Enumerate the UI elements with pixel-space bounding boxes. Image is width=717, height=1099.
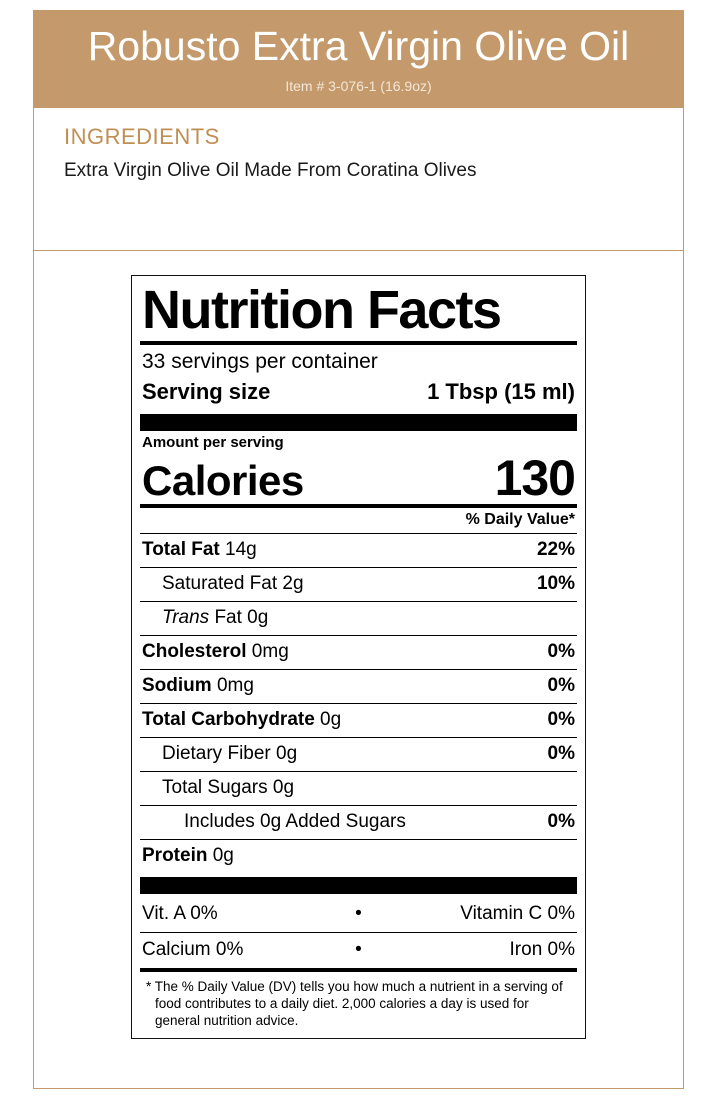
nutrient-label: [184, 809, 406, 835]
nutrition-facts-panel: [131, 275, 586, 1039]
nutrient-amount: 0g: [314, 709, 342, 730]
label-header: [34, 11, 683, 108]
vitamin-row: [140, 932, 577, 968]
nutrient-label: [162, 775, 294, 801]
nutrient-label: [142, 707, 341, 733]
nutrient-name: Total Fat: [142, 539, 220, 560]
ingredients-text: Extra Virgin Olive Oil Made From Coratina Olives: [64, 160, 477, 181]
nutrient-amount: 2g: [277, 573, 304, 594]
nutrient-daily-value: 0%: [547, 811, 575, 832]
serving-size-value: 1 Tbsp (15 ml): [427, 379, 575, 404]
nutrient-row: [140, 567, 577, 601]
nutrient-label: [142, 673, 254, 699]
nutrient-row: [140, 771, 577, 805]
nutrient-daily-value: 10%: [536, 573, 575, 594]
calories-row: [140, 452, 577, 504]
nutrient-name: Includes: [184, 811, 255, 832]
nutrient-amount: 0g: [207, 845, 234, 866]
nutrient-name: Trans: [162, 607, 210, 628]
nutrient-row: [140, 703, 577, 737]
serving-size-label: Serving size: [142, 379, 271, 404]
thick-divider: [140, 414, 577, 431]
nutrient-row: [140, 737, 577, 771]
vitamin-left-value: Vit. A 0%: [142, 903, 218, 924]
nutrition-facts-section: [34, 251, 683, 1039]
vitamin-row: [140, 897, 577, 932]
nutrient-daily-value: 22%: [536, 539, 575, 560]
vitamin-row-list: [140, 897, 577, 968]
nutrient-label: [162, 741, 297, 767]
vitamin-right-value: Iron 0%: [509, 939, 575, 960]
calories-value: 130: [494, 450, 575, 506]
nutrient-amount: 0g Added Sugars: [254, 811, 406, 832]
nutrient-name: Protein: [142, 845, 208, 866]
bullet-separator-icon: •: [355, 903, 362, 924]
nutrient-daily-value: 0%: [547, 675, 575, 696]
nutrient-amount: 0g: [267, 777, 295, 798]
ingredients-section: [34, 108, 683, 251]
nutrient-name: Saturated Fat: [162, 573, 278, 594]
nutrient-label: [142, 639, 289, 665]
daily-value-header: % Daily Value*: [465, 511, 575, 528]
nutrient-daily-value: 0%: [547, 709, 575, 730]
page-title: Robusto Extra Virgin Olive Oil: [87, 23, 630, 69]
nutrient-amount: 0g: [270, 743, 298, 764]
product-label-card: [33, 10, 684, 1089]
nutrient-label: [142, 843, 234, 869]
amount-per-serving-label: Amount per serving: [142, 434, 284, 451]
calories-label: Calories: [142, 457, 304, 504]
servings-per-container: 33 servings per container: [142, 350, 378, 373]
nutrient-row: [140, 839, 577, 873]
nutrient-label: [142, 537, 257, 563]
nutrient-name: Sodium: [142, 675, 212, 696]
nutrient-daily-value: 0%: [547, 743, 575, 764]
nutrient-label: [162, 605, 268, 631]
nutrient-name: Cholesterol: [142, 641, 247, 662]
nutrient-name: Total Carbohydrate: [142, 709, 315, 730]
nutrient-row: [140, 805, 577, 839]
daily-value-footnote: * The % Daily Value (DV) tells you how much a nutrient in a serving of food contributes to a daily diet. 2,000 calories a day is used for general nutrition advice.: [146, 979, 563, 1028]
vitamin-left-value: Calcium 0%: [142, 939, 244, 960]
nutrient-row: [140, 601, 577, 635]
nutrient-row: [140, 669, 577, 703]
nutrient-name: Total Sugars: [162, 777, 268, 798]
nutrient-amount: 14g: [219, 539, 257, 560]
nutrition-facts-title: Nutrition Facts: [142, 280, 501, 340]
nutrient-row-list: [140, 533, 577, 873]
vitamin-right-value: Vitamin C 0%: [460, 903, 575, 924]
nutrient-name: Dietary Fiber: [162, 743, 271, 764]
item-number: Item # 3-076-1 (16.9oz): [285, 78, 432, 94]
nutrient-row: [140, 533, 577, 567]
serving-size-row: [140, 377, 577, 410]
nutrient-amount: 0mg: [211, 675, 254, 696]
thick-divider: [140, 877, 577, 894]
nutrient-label: [162, 571, 304, 597]
ingredients-heading: INGREDIENTS: [64, 124, 220, 149]
nutrient-amount: 0mg: [246, 641, 289, 662]
nutrient-row: [140, 635, 577, 669]
nutrient-daily-value: 0%: [547, 641, 575, 662]
nutrient-amount: Fat 0g: [209, 607, 269, 628]
bullet-separator-icon: •: [355, 939, 362, 960]
